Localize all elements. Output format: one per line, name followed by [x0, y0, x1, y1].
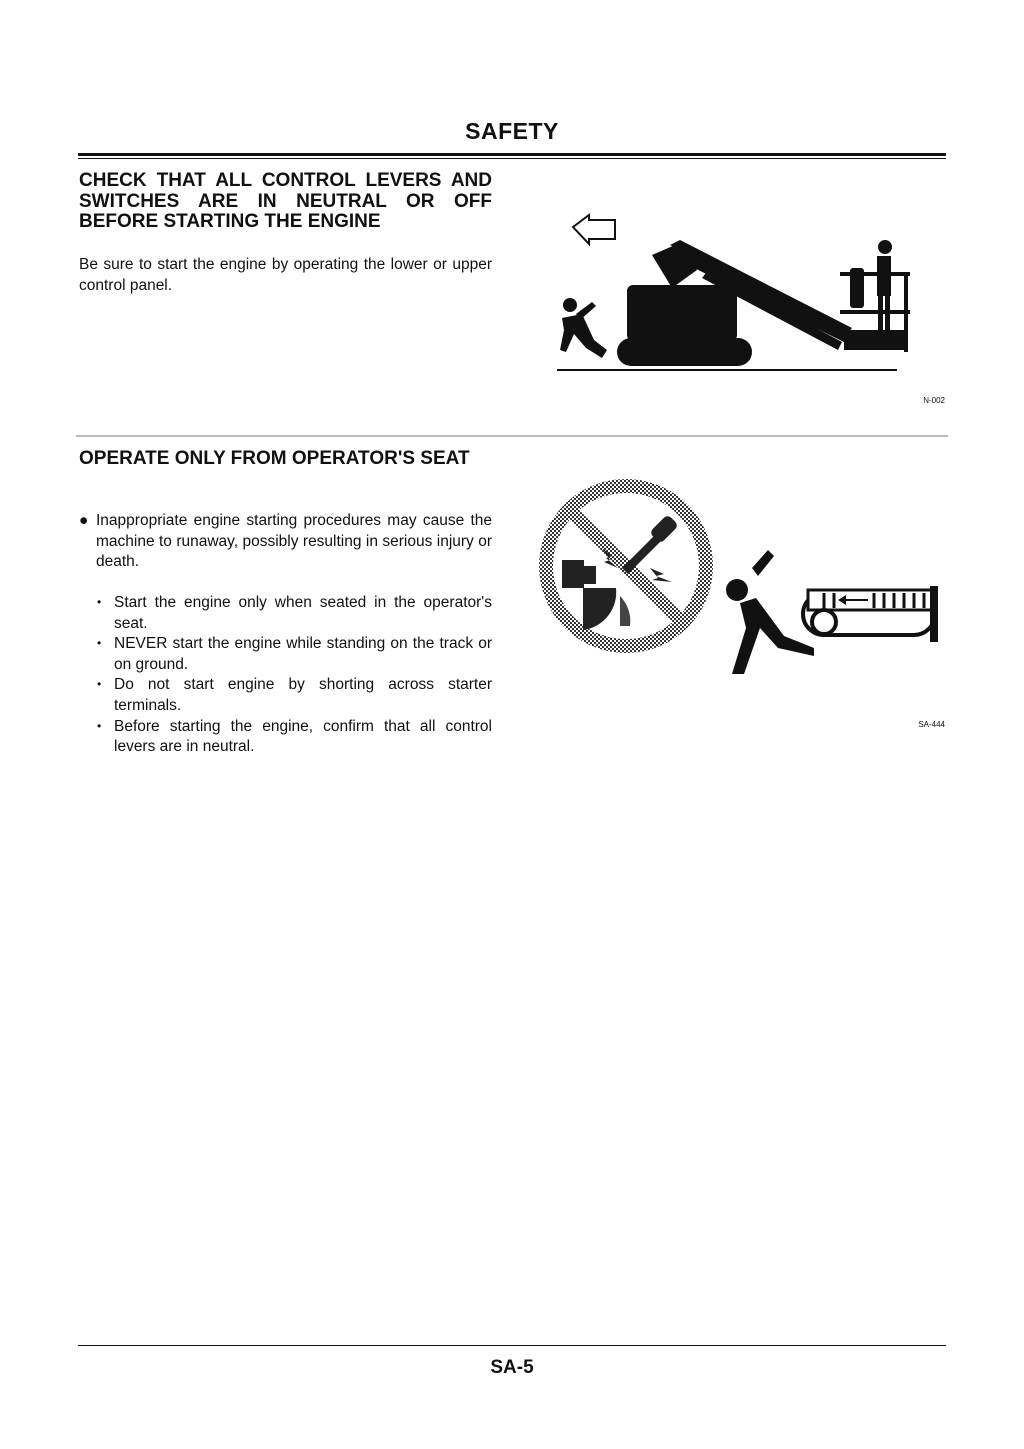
- sub-list-item: [97, 593, 492, 634]
- header-rule-thin: [78, 158, 946, 159]
- sub-list-item: [97, 634, 492, 675]
- section1-body: Be sure to start the engine by operating the lower or upper control panel.: [79, 256, 492, 294]
- section2-heading: OPERATE ONLY FROM OPERATOR'S SEAT: [79, 448, 470, 469]
- figure2-code: SA-444: [918, 720, 945, 729]
- direction-arrow-icon: [573, 215, 615, 244]
- figure1-code: N-002: [923, 396, 945, 405]
- section-divider: [76, 435, 948, 437]
- header-rule-thick: [78, 153, 946, 156]
- sub-list-item: [97, 717, 492, 758]
- sub-list: [97, 593, 492, 758]
- sub-text: NEVER start the engine while standing on the track or on ground.: [114, 635, 492, 673]
- sub-text: Do not start engine by shorting across starter terminals.: [114, 676, 492, 714]
- bullet-marker: ●: [79, 512, 89, 529]
- bullet-item: [79, 511, 492, 573]
- page-title: SAFETY: [465, 118, 559, 144]
- aerial-lift-illustration: [552, 210, 922, 380]
- sub-marker: •: [97, 595, 102, 609]
- sub-text: Start the engine only when seated in the operator's seat.: [114, 594, 492, 632]
- no-shorting-starter-illustration: [538, 478, 940, 680]
- sub-marker: •: [97, 677, 102, 692]
- sub-text: Before starting the engine, confirm that all control levers are in neutral.: [114, 717, 492, 756]
- sub-marker: •: [97, 718, 102, 733]
- section1-heading: CHECK THAT ALL CONTROL LEVERS AND SWITCHES ARE IN NEUTRAL OR OFF BEFORE STARTING THE ENGINE: [79, 170, 492, 232]
- sub-marker: •: [97, 636, 102, 651]
- sub-list-item: [97, 675, 492, 716]
- footer-rule: [78, 1345, 946, 1346]
- page-number: SA-5: [490, 1357, 534, 1378]
- screwdriver-icon: [622, 534, 662, 574]
- bullet-text: Inappropriate engine starting procedures may cause the machine to runaway, possibly resulting in serious injury or death.: [96, 512, 492, 571]
